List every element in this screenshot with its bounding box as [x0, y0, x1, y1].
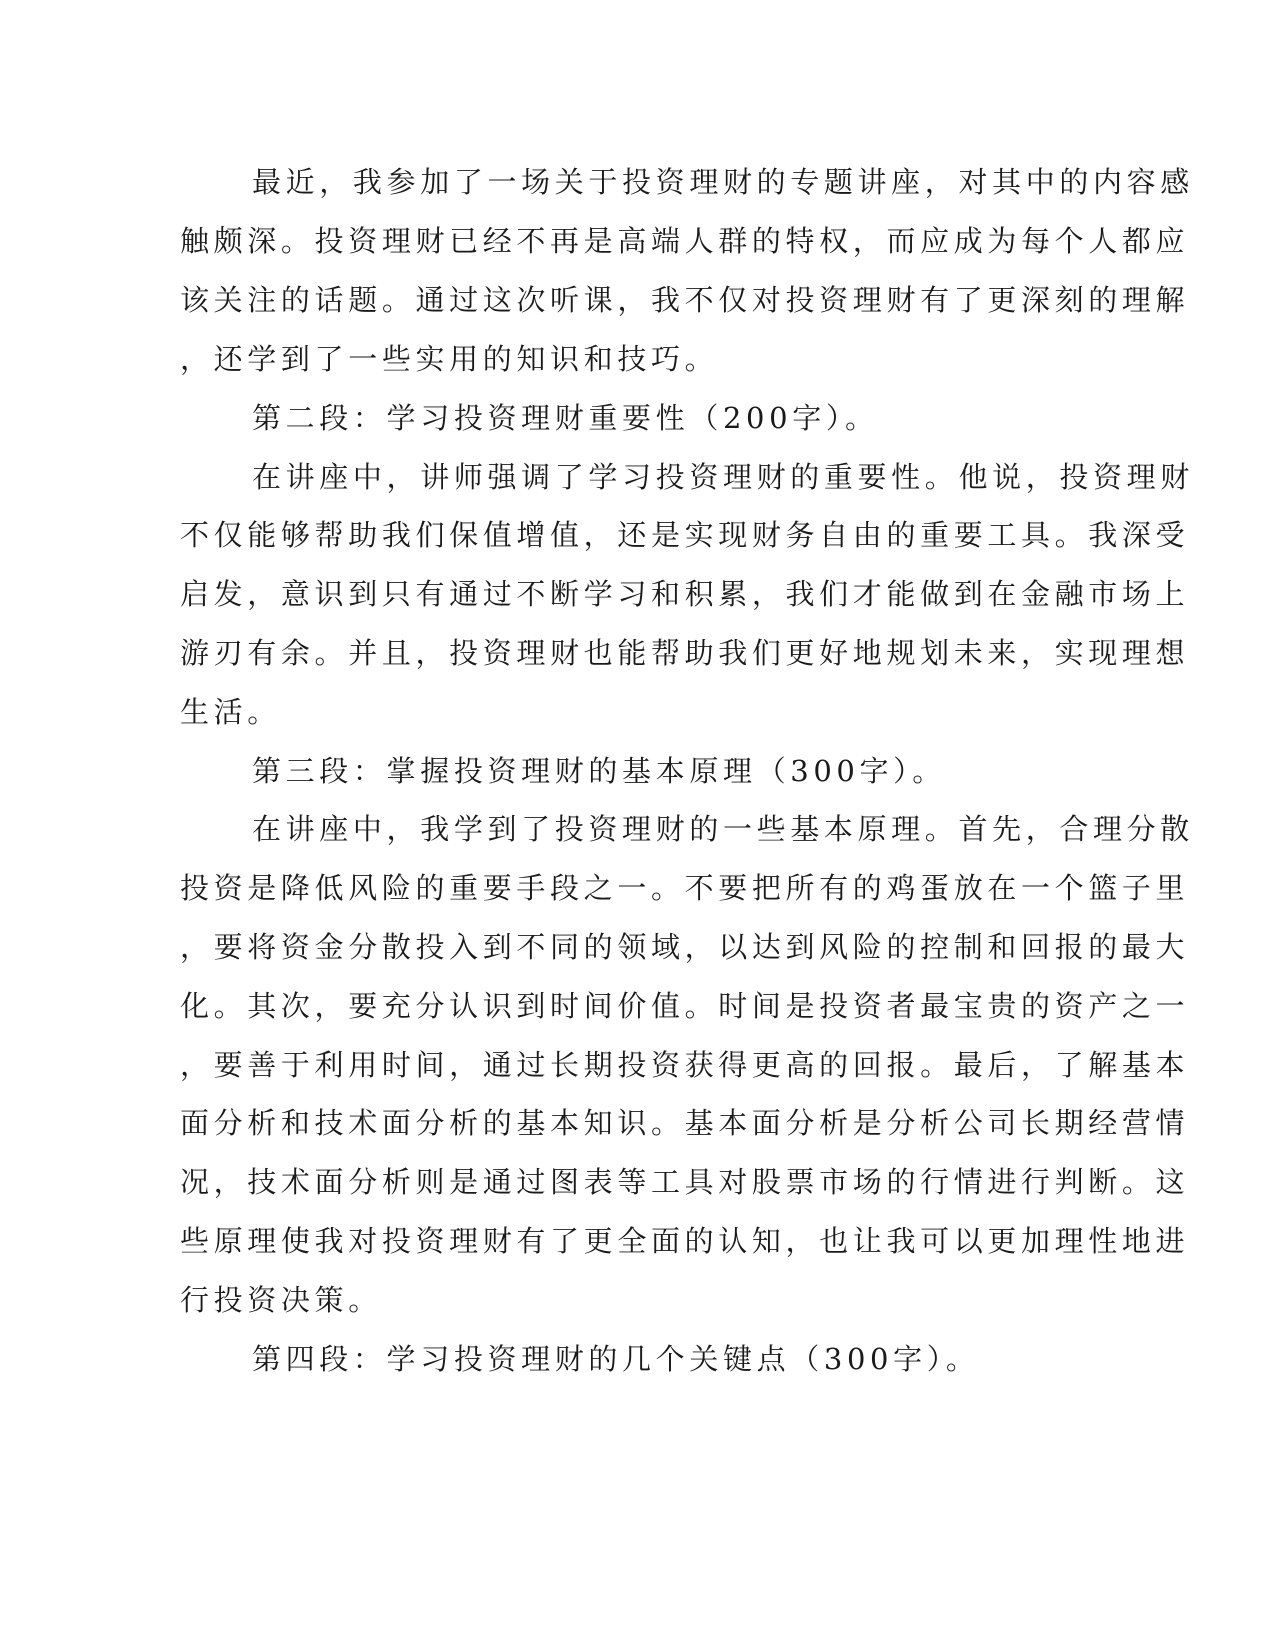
text-line: 在讲座中，我学到了投资理财的一些基本原理。首先，合理分散: [252, 812, 1194, 846]
text-line: 最近，我参加了一场关于投资理财的专题讲座，对其中的内容感: [252, 165, 1194, 199]
section-heading: 第二段：学习投资理财重要性（200字）。: [252, 401, 879, 435]
section-heading: 第四段：学习投资理财的几个关键点（300字）。: [252, 1342, 980, 1376]
text-line: ，还学到了一些实用的知识和技巧。: [180, 342, 719, 376]
text-line: 化。其次，要充分认识到时间价值。时间是投资者最宝贵的资产之一: [180, 989, 1190, 1023]
section-heading: 第三段：掌握投资理财的基本原理（300字）。: [252, 754, 946, 788]
text-line: 行投资决策。: [180, 1283, 382, 1317]
text-line: 生活。: [180, 695, 281, 729]
text-line: 启发，意识到只有通过不断学习和积累，我们才能做到在金融市场上: [180, 577, 1190, 611]
text-line: ，要善于利用时间，通过长期投资获得更高的回报。最后，了解基本: [180, 1048, 1190, 1082]
text-line: 在讲座中，讲师强调了学习投资理财的重要性。他说，投资理财: [252, 460, 1194, 494]
text-line: 些原理使我对投资理财有了更全面的认知，也让我可以更加理性地进: [180, 1224, 1190, 1258]
text-line: ，要将资金分散投入到不同的领域，以达到风险的控制和回报的最大: [180, 930, 1190, 964]
text-line: 面分析和技术面分析的基本知识。基本面分析是分析公司长期经营情: [180, 1106, 1190, 1140]
text-line: 投资是降低风险的重要手段之一。不要把所有的鸡蛋放在一个篮子里: [180, 871, 1190, 905]
text-line: 触颇深。投资理财已经不再是高端人群的特权，而应成为每个人都应: [180, 224, 1190, 258]
text-line: 游刃有余。并且，投资理财也能帮助我们更好地规划未来，实现理想: [180, 636, 1190, 670]
text-line: 不仅能够帮助我们保值增值，还是实现财务自由的重要工具。我深受: [180, 518, 1190, 552]
text-line: 该关注的话题。通过这次听课，我不仅对投资理财有了更深刻的理解: [180, 283, 1190, 317]
text-line: 况，技术面分析则是通过图表等工具对股票市场的行情进行判断。这: [180, 1165, 1190, 1199]
